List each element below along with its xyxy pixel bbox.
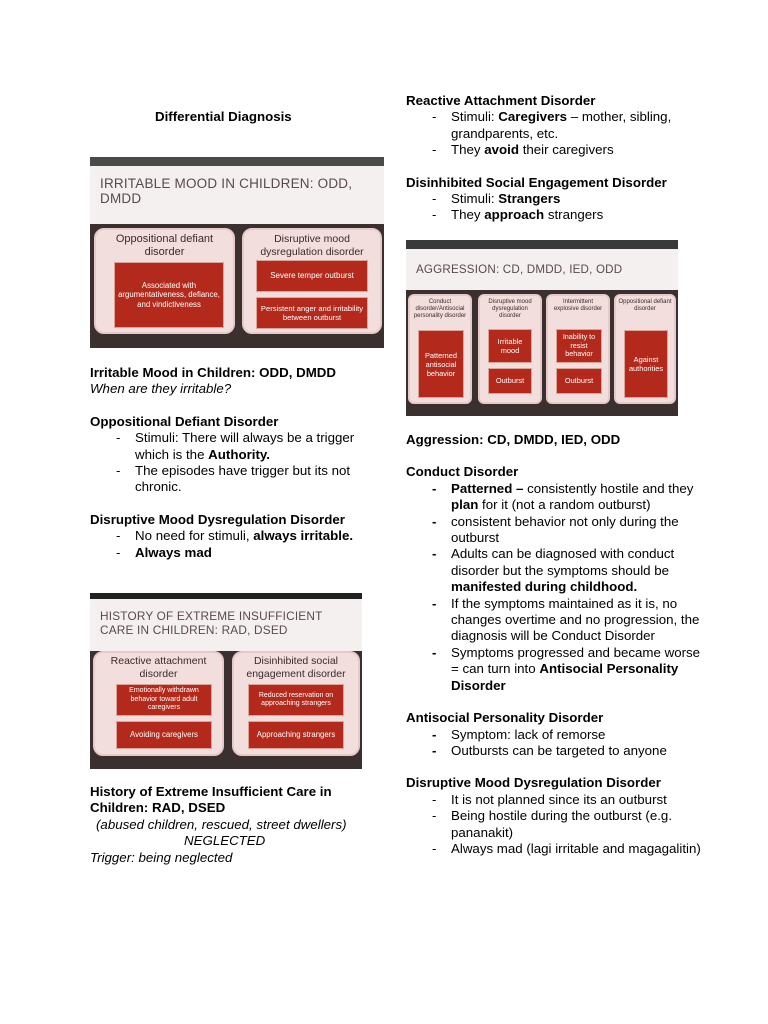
info-box: Patterned antisocial behavior <box>418 330 464 398</box>
panel-odd <box>614 294 676 404</box>
slide-image-aggression <box>406 240 678 416</box>
apd-list <box>406 727 702 760</box>
dmdd2-list <box>406 792 702 858</box>
heading-dsed: Disinhibited Social Engagement Disorder <box>406 174 667 190</box>
info-box: Emotionally withdrawn behavior toward adult caregivers <box>116 684 212 716</box>
list-item: - Patterned – consistently hostile and they plan for it (not a random outburst) <box>406 481 702 514</box>
list-item: - Always mad <box>90 545 375 561</box>
rad-list <box>406 109 696 158</box>
heading-dmdd-2: Disruptive Mood Dysregulation Disorder <box>406 775 661 791</box>
list-item: - Symptoms progressed and became worse = can turn into Antisocial Personality Disorder <box>406 645 702 694</box>
panel-heading: Disruptive mood dysregulation disorder <box>488 299 532 319</box>
list-item: - They avoid their caregivers <box>406 142 696 158</box>
panel-odd <box>94 228 235 334</box>
panel-rad <box>93 651 224 756</box>
history-sub: (abused children, rescued, street dwellers) <box>96 816 347 832</box>
info-box: Against authorities <box>624 330 668 398</box>
heading-conduct-disorder: Conduct Disorder <box>406 464 519 480</box>
panel-heading: Reactive attachment disorder <box>110 655 207 680</box>
info-box: Reduced reservation on approaching strangers <box>248 684 344 716</box>
info-box: Persistent anger and irritability between outburst <box>256 297 368 329</box>
odd-list <box>90 430 375 496</box>
dmdd-list <box>90 528 375 561</box>
slide-title: HISTORY OF EXTREME INSUFFICIENT CARE IN CHILDREN: RAD, DSED <box>100 609 323 637</box>
history-trigger: Trigger: being neglected <box>90 849 233 865</box>
list-item: - No need for stimuli, always irritable. <box>90 528 375 544</box>
panel-dmdd <box>478 294 542 404</box>
panel-conduct <box>408 294 472 404</box>
heading-rad: Reactive Attachment Disorder <box>406 93 596 108</box>
info-box: Irritable mood <box>488 329 532 363</box>
heading-dmdd: Disruptive Mood Dysregulation Disorder <box>90 511 345 527</box>
panel-ied <box>546 294 610 404</box>
list-item: - Stimuli: Strangers <box>406 191 696 207</box>
panel-heading: Disinhibited social engagement disorder <box>246 655 346 680</box>
list-item: - If the symptoms maintained as it is, no changes overtime and no progression, the diagnosis will be Conduct Disorder <box>406 596 702 645</box>
list-item: - Stimuli: Caregivers – mother, sibling, grandparents, etc. <box>406 109 696 142</box>
panel-dmdd <box>242 228 382 334</box>
info-box: Avoiding caregivers <box>116 721 212 749</box>
list-item: - The episodes have trigger but its not chronic. <box>90 463 375 496</box>
list-item: - They approach strangers <box>406 207 696 223</box>
heading-history-care: History of Extreme Insufficient Care in Children: RAD, DSED <box>90 784 332 816</box>
heading-antisocial: Antisocial Personality Disorder <box>406 710 604 726</box>
dsed-list <box>406 191 696 224</box>
info-box: Outburst <box>488 368 532 394</box>
irritable-question: When are they irritable? <box>90 381 232 397</box>
info-box: Associated with argumentativeness, defiance, and vindictiveness <box>114 262 224 328</box>
list-item: - Stimuli: There will always be a trigger which is the Authority. <box>90 430 375 463</box>
list-item: - Always mad (lagi irritable and magagalitin) <box>406 841 702 857</box>
slide-title: IRRITABLE MOOD IN CHILDREN: ODD, DMDD <box>100 176 353 206</box>
panel-heading: Disruptive mood dysregulation disorder <box>260 233 364 258</box>
list-item: - consistent behavior not only during the outburst <box>406 514 702 547</box>
list-item: - Adults can be diagnosed with conduct disorder but the symptoms should be manifested during childhood. <box>406 546 702 595</box>
cd-list <box>406 481 702 694</box>
panel-dsed <box>232 651 360 756</box>
heading-odd: Oppositional Defiant Disorder <box>90 413 279 429</box>
info-box: Outburst <box>556 368 602 394</box>
page-title: Differential Diagnosis <box>155 109 292 124</box>
heading-irritable-mood: Irritable Mood in Children: ODD, DMDD <box>90 365 336 380</box>
panel-heading: Conduct disorder/Antisocial personality disorder <box>413 299 467 319</box>
slide-image-insufficient-care <box>90 593 362 769</box>
info-box: Inability to resist behavior <box>556 329 602 363</box>
info-box: Severe temper outburst <box>256 260 368 292</box>
list-item: - Symptom: lack of remorse <box>406 727 702 743</box>
slide-toolbar <box>90 157 384 166</box>
list-item: - It is not planned since its an outburst <box>406 792 702 808</box>
list-item: - Being hostile during the outburst (e.g. pananakit) <box>406 808 702 841</box>
info-box: Approaching strangers <box>248 721 344 749</box>
panel-heading: Intermittent explosive disorder <box>553 299 603 312</box>
slide-title: AGGRESSION: CD, DMDD, IED, ODD <box>416 263 623 276</box>
slide-image-irritable-mood <box>90 157 384 348</box>
panel-heading: Oppositional defiant disorder <box>115 233 214 258</box>
history-neglected: NEGLECTED <box>184 833 266 849</box>
panel-heading: Oppositional defiant disorder <box>618 299 672 312</box>
list-item: - Outbursts can be targeted to anyone <box>406 743 702 759</box>
heading-aggression: Aggression: CD, DMDD, IED, ODD <box>406 432 621 447</box>
